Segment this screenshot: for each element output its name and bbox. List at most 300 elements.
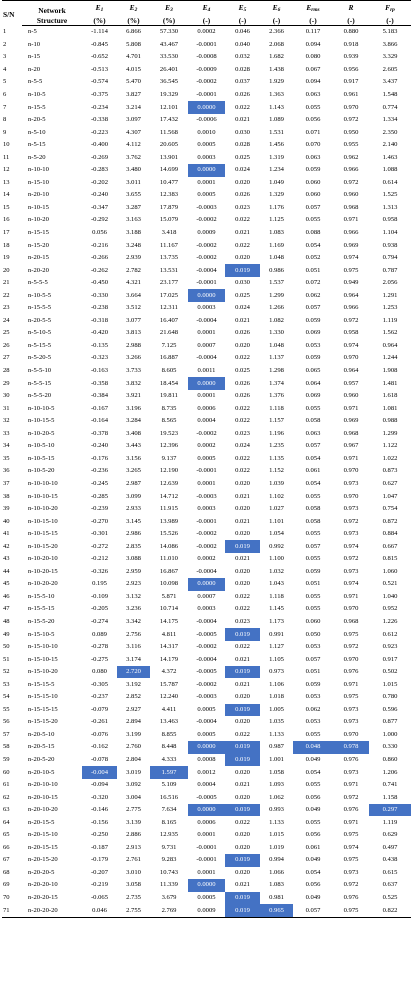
table-row (2, 591, 411, 604)
cell-metric-value: 0.0003 (197, 505, 216, 513)
cell-metric-value: 0.057 (305, 655, 321, 663)
cell-metric-value: 0.966 (343, 229, 359, 237)
cell-metric-value: 0.970 (343, 655, 359, 663)
cell-metric-value: 7.125 (161, 341, 177, 349)
cell-metric-value: 1.106 (269, 680, 284, 688)
cell-sn: 8 (3, 116, 7, 124)
cell-metric-value: 1.083 (269, 229, 284, 237)
cell-metric-value: 1.234 (269, 166, 284, 174)
cell-sn: 53 (3, 680, 10, 688)
cell-metric-value: 0.057 (305, 542, 321, 550)
cell-network-structure: n-20-10-15 (28, 793, 58, 801)
cell-metric-value: 0.020 (235, 178, 250, 186)
table-row (2, 716, 411, 729)
cell-metric-value: 1.032 (269, 567, 284, 575)
table-row (2, 528, 411, 541)
cell-metric-value: 0.950 (343, 128, 359, 136)
cell-metric-value: 0.960 (343, 191, 359, 199)
cell-sn: 48 (3, 617, 10, 625)
cell-metric-value: 0.056 (92, 229, 107, 237)
cell-metric-value: 1.143 (269, 103, 284, 111)
cell-metric-value: 0.064 (305, 379, 321, 387)
cell-metric-value: 0.021 (235, 655, 250, 663)
cell-metric-value: -0.275 (90, 655, 109, 663)
cell-metric-value: -0.0006 (196, 116, 217, 124)
cell-metric-value: 0.025 (235, 367, 250, 375)
cell-metric-value: 1.363 (269, 91, 284, 98)
cell-metric-value: 0.094 (305, 78, 321, 86)
cell-metric-value: 1.481 (382, 379, 398, 387)
cell-metric-value: 0.918 (343, 40, 359, 48)
table-row (2, 741, 411, 754)
cell-metric-value: 1.047 (382, 492, 398, 500)
cell-metric-value: 14.086 (159, 542, 179, 550)
cell-metric-value: 0.0006 (197, 404, 216, 412)
cell-metric-value: -0.0002 (196, 643, 217, 651)
cell-metric-value: -0.0002 (196, 530, 217, 538)
cell-metric-value: 0.976 (343, 806, 359, 814)
cell-metric-value: 0.0003 (197, 605, 216, 613)
cell-sn: 61 (3, 781, 10, 789)
cell-metric-value: -0.205 (90, 605, 109, 613)
cell-metric-value: 7.634 (161, 806, 177, 814)
cell-sn: 55 (3, 705, 10, 713)
cell-metric-value: 0.0007 (197, 592, 216, 600)
cell-metric-value: 2.913 (126, 843, 141, 851)
cell-metric-value: 5.808 (126, 40, 141, 48)
cell-metric-value: 43.467 (159, 40, 179, 48)
cell-metric-value: 0.022 (235, 467, 250, 475)
cell-metric-value: 0.884 (382, 530, 398, 538)
cell-metric-value: 2.852 (126, 693, 141, 701)
table-row (2, 490, 411, 503)
cell-metric-value: -0.450 (90, 279, 109, 287)
cell-metric-value: 0.020 (235, 793, 250, 801)
cell-sn: 19 (3, 254, 10, 262)
cell-metric-value: 1.266 (269, 304, 284, 312)
cell-metric-value: 2.927 (126, 705, 141, 713)
cell-metric-value: 0.964 (382, 341, 398, 349)
cell-metric-value: 0.949 (343, 279, 359, 287)
cell-network-structure: n-15 (28, 53, 41, 61)
cell-metric-value: -0.292 (90, 216, 109, 224)
metric-subscript: 1 (100, 7, 104, 13)
cell-metric-value: 1.040 (382, 592, 398, 600)
cell-metric-value: 0.019 (225, 804, 260, 817)
cell-sn: 39 (3, 505, 10, 513)
cell-network-structure: n-10-15-10 (28, 517, 58, 525)
cell-metric-value: 4.372 (161, 668, 177, 676)
cell-metric-value: 0.021 (235, 316, 250, 324)
cell-metric-value: -0.245 (90, 479, 109, 487)
cell-metric-value: -0.0002 (196, 542, 217, 550)
cell-network-structure: n-20-20 (28, 266, 49, 274)
cell-metric-value: 0.972 (343, 316, 359, 324)
cell-metric-value: 0.0009 (188, 904, 225, 917)
header-row-symbols (2, 1, 411, 16)
cell-sn: 62 (3, 793, 10, 801)
cell-metric-value: 0.0000 (188, 164, 225, 177)
cell-metric-value: 13.901 (159, 153, 179, 161)
cell-metric-value: 0.961 (343, 91, 359, 98)
cell-metric-value: -0.0001 (196, 856, 217, 864)
cell-metric-value: 0.629 (382, 831, 398, 839)
table-row (2, 603, 411, 616)
table-row (2, 101, 411, 114)
cell-sn: 4 (3, 65, 7, 73)
cell-metric-value: -0.574 (90, 78, 109, 86)
cell-metric-value: 0.297 (369, 804, 411, 817)
cell-metric-value: 13.989 (159, 517, 179, 525)
cell-network-structure: n-5-20 (28, 153, 46, 161)
cell-sn: 50 (3, 643, 10, 651)
cell-metric-value: 3.480 (126, 166, 141, 174)
cell-metric-value: 0.063 (305, 153, 321, 161)
cell-metric-value: 0.022 (235, 605, 250, 613)
cell-metric-value: 0.994 (269, 856, 284, 864)
cell-metric-value: 3.236 (126, 605, 141, 613)
cell-metric-value: 1.597 (150, 766, 188, 779)
cell-metric-value: 0.981 (269, 894, 284, 901)
cell-metric-value: 0.957 (343, 379, 359, 387)
cell-metric-value: 0.056 (305, 116, 321, 124)
column-header-unit: (%) (150, 15, 188, 26)
cell-metric-value: 0.059 (305, 166, 321, 174)
cell-metric-value: 1.133 (269, 730, 284, 738)
cell-metric-value: 10.098 (159, 580, 179, 588)
cell-network-structure: n-15-15 (28, 229, 49, 237)
cell-metric-value: 2.068 (269, 40, 284, 48)
table-row (2, 704, 411, 717)
table-row (2, 26, 411, 39)
cell-metric-value: 0.774 (382, 103, 398, 111)
cell-metric-value: 8.735 (161, 404, 177, 412)
cell-metric-value: 0.030 (235, 128, 250, 136)
cell-metric-value: 19.523 (159, 429, 179, 437)
cell-metric-value: 0.022 (235, 818, 250, 826)
cell-metric-value: 16.516 (159, 793, 179, 801)
cell-network-structure: n-10-15-5 (28, 417, 55, 425)
cell-network-structure: n-10-20-20 (28, 580, 58, 588)
cell-metric-value: 1.035 (269, 718, 284, 726)
cell-metric-value: 1.463 (382, 153, 398, 161)
cell-metric-value: -0.240 (90, 442, 109, 450)
cell-metric-value: -0.0004 (196, 567, 217, 575)
cell-metric-value: -0.270 (90, 517, 109, 525)
cell-network-structure: n-5-15-5 (28, 341, 52, 349)
cell-metric-value: 0.020 (235, 580, 250, 588)
cell-metric-value: 0.964 (343, 367, 359, 375)
cell-metric-value: -0.250 (90, 831, 109, 839)
cell-metric-value: 0.972 (343, 517, 359, 525)
cell-metric-value: 0.0002 (197, 442, 216, 450)
cell-metric-value: 0.992 (269, 542, 284, 550)
cell-metric-value: -0.305 (90, 680, 109, 688)
cell-metric-value: 0.964 (343, 291, 359, 299)
cell-metric-value: 1.537 (269, 279, 284, 287)
cell-metric-value: 0.822 (369, 904, 411, 917)
cell-sn: 41 (3, 530, 10, 538)
cell-network-structure: n-15-5-20 (28, 617, 55, 625)
cell-metric-value: 0.0001 (197, 392, 216, 400)
cell-metric-value: 1.102 (269, 492, 284, 500)
cell-metric-value: 0.062 (305, 291, 321, 299)
cell-metric-value: 12.383 (159, 191, 179, 199)
cell-metric-value: 0.055 (305, 530, 321, 538)
cell-metric-value: 0.880 (343, 28, 359, 36)
cell-metric-value: 18.454 (159, 379, 179, 387)
cell-metric-value: -0.283 (90, 166, 109, 174)
cell-network-structure: n-10-5-5 (28, 291, 52, 299)
table-row (2, 691, 411, 704)
table-row (2, 402, 411, 415)
cell-metric-value: 4.015 (126, 65, 141, 73)
cell-metric-value: 0.020 (235, 868, 250, 876)
cell-metric-value: -0.301 (90, 530, 109, 538)
cell-metric-value: 3.196 (126, 404, 141, 412)
cell-metric-value: 0.958 (382, 216, 398, 224)
cell-metric-value: 12.101 (159, 103, 179, 111)
cell-metric-value: 0.973 (343, 505, 359, 513)
cell-metric-value: 1.015 (269, 831, 284, 839)
cell-sn: 37 (3, 479, 10, 487)
cell-metric-value: 0.973 (343, 768, 359, 776)
cell-metric-value: 0.974 (343, 542, 359, 550)
cell-metric-value: 0.022 (235, 643, 250, 651)
cell-metric-value: 0.053 (305, 718, 321, 726)
cell-network-structure: n-5-5-10 (28, 367, 52, 375)
cell-metric-value: 1.329 (269, 191, 284, 199)
cell-metric-value: 0.960 (343, 392, 359, 400)
cell-metric-value: 13.531 (159, 266, 179, 274)
cell-sn: 69 (3, 881, 10, 889)
cell-metric-value: 1.083 (269, 881, 284, 889)
cell-metric-value: -0.378 (90, 429, 109, 437)
cell-network-structure: n-15-5-15 (28, 605, 55, 613)
cell-network-structure: n-15-15-20 (28, 718, 58, 726)
metric-symbol: E (202, 3, 208, 12)
cell-metric-value: 3.664 (126, 291, 141, 299)
cell-metric-value: 0.022 (235, 354, 250, 362)
cell-metric-value: 10.743 (159, 868, 179, 876)
cell-metric-value: 3.192 (126, 680, 141, 688)
cell-metric-value: 11.010 (160, 555, 178, 563)
table-row (2, 252, 411, 265)
cell-metric-value: 2.923 (126, 580, 141, 588)
cell-network-structure: n-20-20-10 (28, 881, 58, 889)
cell-metric-value: 2.140 (382, 141, 398, 149)
cell-metric-value: 0.877 (382, 718, 398, 726)
cell-metric-value: 1.152 (269, 467, 284, 475)
cell-network-structure: n-10-10-5 (28, 404, 55, 412)
cell-metric-value: 0.057 (305, 442, 321, 450)
column-header-metric (293, 1, 333, 16)
cell-metric-value: 3.174 (126, 655, 141, 663)
cell-metric-value: 0.054 (305, 454, 321, 462)
cell-metric-value: 2.835 (126, 542, 141, 550)
cell-metric-value: 3.437 (382, 78, 398, 86)
column-header-network-line2: Structure (22, 15, 82, 26)
cell-metric-value: 0.0002 (197, 28, 216, 36)
cell-metric-value: -0.0003 (196, 693, 217, 701)
cell-metric-value: 0.022 (235, 103, 250, 111)
cell-metric-value: 19.329 (159, 91, 179, 98)
cell-metric-value: 0.667 (382, 542, 398, 550)
cell-network-structure: n-5-5 (28, 78, 43, 86)
cell-metric-value: 0.056 (305, 881, 321, 889)
cell-metric-value: 0.054 (305, 868, 321, 876)
cell-sn: 56 (3, 718, 10, 726)
cell-network-structure: n-20-15 (28, 254, 49, 262)
cell-metric-value: 0.094 (305, 40, 321, 48)
cell-metric-value: 3.287 (126, 203, 141, 211)
cell-network-structure: n-15-10-5 (28, 630, 55, 638)
cell-metric-value: 3.004 (126, 793, 141, 801)
cell-metric-value: -0.330 (90, 291, 109, 299)
cell-metric-value: 0.939 (343, 53, 359, 61)
cell-metric-value: -0.216 (90, 241, 109, 249)
cell-metric-value: 0.026 (235, 379, 250, 387)
cell-metric-value: 0.021 (235, 229, 250, 237)
metric-symbol: E (165, 3, 171, 12)
cell-sn: 36 (3, 467, 10, 475)
cell-metric-value: 0.057 (293, 904, 333, 917)
cell-metric-value: 1.548 (382, 91, 398, 98)
metric-symbol: E (95, 3, 101, 12)
cell-metric-value: 0.973 (343, 530, 359, 538)
cell-metric-value: -0.320 (90, 793, 109, 801)
cell-metric-value: 8.855 (161, 730, 177, 738)
cell-metric-value: 0.055 (305, 605, 321, 613)
table-row (2, 151, 411, 164)
cell-metric-value: 8.165 (161, 818, 177, 826)
cell-metric-value: 0.054 (305, 768, 321, 776)
cell-sn: 9 (3, 128, 7, 136)
cell-metric-value: -0.004 (82, 766, 117, 779)
cell-metric-value: -0.162 (90, 743, 109, 751)
cell-metric-value: 0.972 (343, 881, 359, 889)
cell-metric-value: 5.871 (161, 592, 177, 600)
table-row (2, 904, 411, 917)
column-header-metric (369, 1, 411, 16)
cell-sn: 38 (3, 492, 10, 500)
cell-metric-value: 2.760 (126, 743, 141, 751)
cell-metric-value: 0.0008 (197, 755, 216, 763)
cell-metric-value: 0.0000 (188, 879, 225, 892)
cell-metric-value: 17.432 (159, 116, 179, 124)
cell-metric-value: 2.933 (126, 505, 141, 513)
cell-metric-value: 0.612 (382, 630, 398, 638)
cell-metric-value: 0.023 (235, 429, 250, 437)
cell-metric-value: 0.055 (305, 555, 321, 563)
cell-sn: 54 (3, 693, 10, 701)
cell-metric-value: 0.049 (305, 894, 321, 901)
cell-metric-value: 0.054 (305, 241, 321, 249)
cell-metric-value: 2.782 (126, 266, 141, 274)
cell-network-structure: n-20-20-20 (22, 904, 82, 917)
cell-metric-value: 57.330 (159, 28, 179, 36)
cell-metric-value: 2.894 (126, 718, 141, 726)
table-row (2, 177, 411, 190)
cell-metric-value: 1.022 (382, 454, 398, 462)
cell-metric-value: 0.525 (382, 894, 398, 901)
cell-metric-value: -0.0002 (196, 680, 217, 688)
cell-metric-value: 0.028 (235, 65, 250, 73)
cell-metric-value: 0.053 (305, 341, 321, 349)
cell-metric-value: 3.011 (126, 178, 141, 186)
cell-sn: 66 (3, 843, 10, 851)
cell-metric-value: 1.001 (269, 755, 284, 763)
cell-sn: 32 (3, 417, 10, 425)
table-row (2, 315, 411, 328)
metric-symbol: R (348, 3, 354, 12)
cell-network-structure: n-15-20 (28, 241, 49, 249)
cell-metric-value: -1.114 (91, 28, 108, 36)
cell-metric-value: 0.975 (343, 630, 359, 638)
cell-metric-value: 0.059 (305, 680, 321, 688)
table-row (2, 139, 411, 152)
cell-metric-value: 0.020 (235, 693, 250, 701)
cell-metric-value: -0.065 (90, 894, 109, 901)
cell-metric-value: 0.0011 (197, 367, 216, 375)
cell-metric-value: 0.952 (382, 605, 398, 613)
cell-metric-value: 0.991 (269, 630, 284, 638)
cell-metric-value: 0.022 (235, 730, 250, 738)
cell-metric-value: 1.062 (269, 793, 284, 801)
cell-metric-value: -0.079 (90, 705, 109, 713)
cell-metric-value: 0.032 (235, 53, 250, 61)
cell-sn: 29 (3, 379, 10, 387)
cell-network-structure: n-15-5 (28, 103, 46, 111)
cell-metric-value: 2.775 (126, 806, 141, 814)
cell-metric-value: 0.971 (343, 454, 359, 462)
cell-metric-value: 0.051 (305, 668, 321, 676)
cell-metric-value: 0.071 (305, 128, 321, 136)
cell-metric-value: 1.048 (269, 341, 284, 349)
column-header-metric (188, 1, 225, 16)
cell-metric-value: 0.0005 (197, 894, 216, 901)
cell-metric-value: 2.987 (126, 479, 141, 487)
cell-metric-value: 4.307 (126, 128, 141, 136)
table-row (2, 678, 411, 691)
cell-metric-value: 0.0001 (197, 178, 216, 186)
cell-metric-value: 0.973 (343, 718, 359, 726)
cell-metric-value: 0.072 (305, 279, 321, 287)
cell-metric-value: 0.956 (343, 65, 359, 73)
cell-metric-value: 3.156 (126, 454, 141, 462)
cell-sn: 47 (3, 605, 10, 613)
table-row (2, 64, 411, 77)
cell-sn: 63 (3, 806, 10, 814)
cell-network-structure: n-20-15-10 (28, 831, 58, 839)
cell-metric-value: 0.860 (382, 755, 398, 763)
cell-metric-value: 0.065 (305, 367, 321, 375)
cell-metric-value: 0.019 (225, 854, 260, 867)
cell-metric-value: 0.971 (343, 216, 359, 224)
cell-metric-value: 0.025 (235, 153, 250, 161)
cell-metric-value: 3.132 (126, 592, 141, 600)
cell-network-structure: n-10-15 (28, 203, 49, 211)
cell-metric-value: -0.179 (90, 856, 109, 864)
cell-metric-value: 1.137 (269, 354, 284, 362)
cell-metric-value: 0.973 (343, 479, 359, 487)
cell-metric-value: 0.055 (305, 103, 321, 111)
cell-metric-value: 3.408 (126, 429, 141, 437)
cell-metric-value: 15.079 (159, 216, 179, 224)
cell-network-structure: n-5-20-5 (28, 354, 52, 362)
cell-metric-value: 0.019 (225, 754, 260, 767)
cell-metric-value: 1.119 (382, 818, 398, 826)
